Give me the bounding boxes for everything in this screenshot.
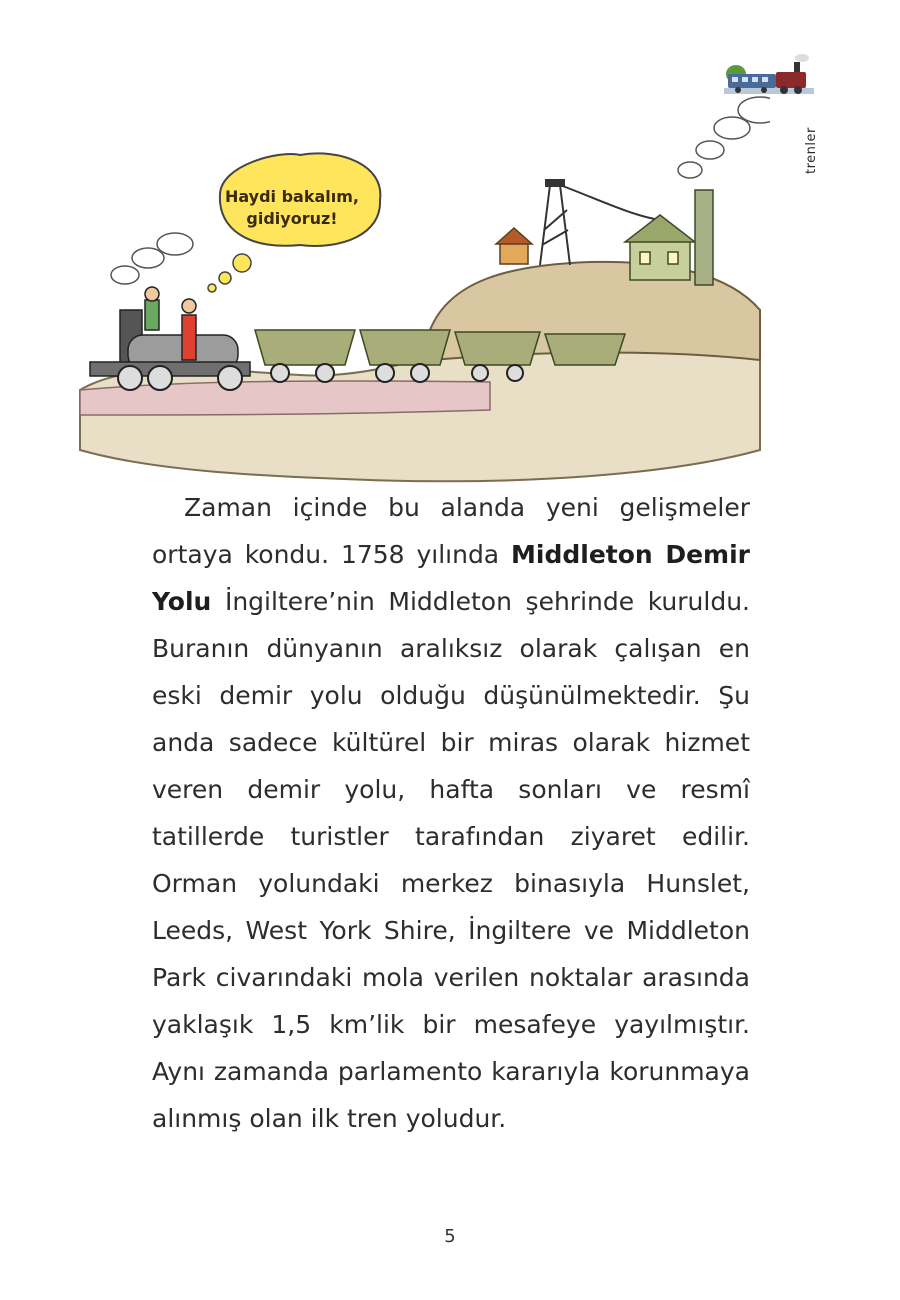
paragraph-text-part-1: Zaman içinde bu alanda yeni gelişmeler ortaya kondu. 1758 yılında	[152, 493, 750, 569]
article-body	[152, 484, 750, 1142]
speech-line-2: gidiyoruz!	[246, 209, 338, 228]
speech-line-1: Haydi bakalım,	[224, 187, 360, 206]
side-section-label: trenler	[804, 127, 819, 174]
article-paragraph	[152, 484, 750, 1142]
paragraph-text-part-2: İngiltere’nin Middleton şehrinde kuruldu. Buranın dünyanın aralıksız olarak çalışan en eski demir yolu olduğu düşünülmektedir. Şu anda sadece kültürel bir miras olarak hizmet veren demir yolu, hafta sonları ve resmî tatillerde turistler tarafından ziyaret edilir. Orman yolundaki merkez binasıyla Hunslet, Leeds, West York Shire, İngiltere ve Middleton Park civarındaki mola verilen noktalar arasında yaklaşık 1,5 km’lik bir mesafeye yayılmıştır. Aynı zamanda parlamento kararıyla korunmaya alınmış olan ilk tren yoludur.	[152, 587, 750, 1133]
speech-bubble-text	[222, 186, 362, 230]
railway-name-emphasis: Middleton Demir Yolu	[152, 540, 750, 616]
train-illustration	[70, 30, 770, 490]
page-number: 5	[444, 1226, 456, 1247]
